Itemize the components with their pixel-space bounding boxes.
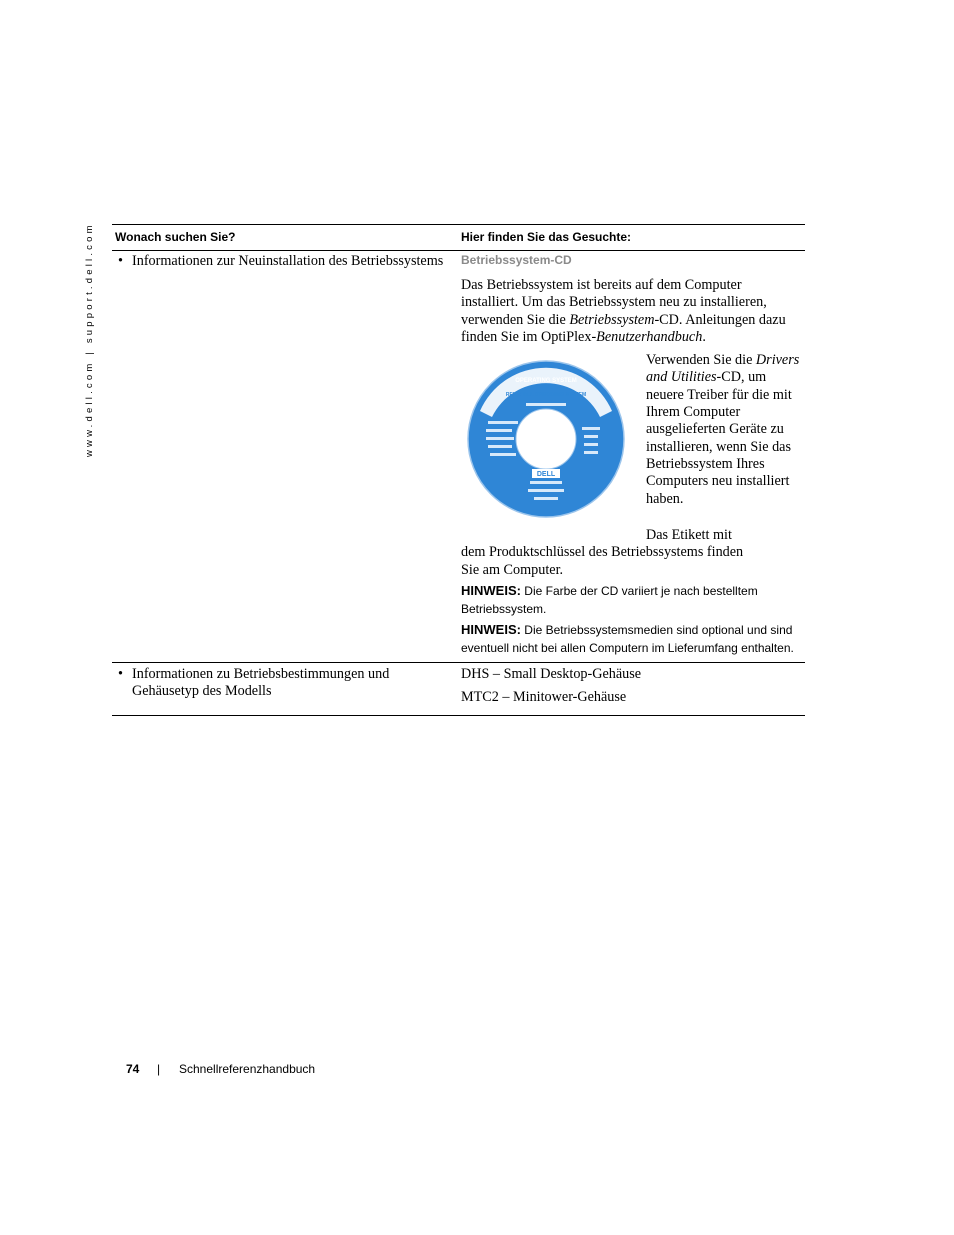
cd-brand: DELL bbox=[536, 471, 556, 479]
table-row bbox=[112, 251, 805, 663]
list-item bbox=[112, 663, 458, 701]
bullet-text: Informationen zu Betriebsbestimmungen und Gehäusetyp des Modells bbox=[132, 666, 390, 700]
cd-band-text: REINSTALL OPERATING SYSTEM bbox=[505, 392, 587, 399]
cd-top-label: OPERATING SYSTEM bbox=[515, 378, 577, 385]
model-dhs: DHS – Small Desktop-Gehäuse bbox=[461, 666, 642, 683]
paragraph-install: Das Betriebssystem ist bereits auf dem Computer installiert. Um das Betriebssystem neu zu installieren, verwenden Sie die Betriebssystem-CD. Anleitungen dazu finden Sie im OptiPlex-Benutzerhandbuch. bbox=[461, 277, 786, 345]
cd-description: Verwenden Sie die Drivers and Utilities-CD, um neuere Treiber für die mit Ihrem Computer ausgelieferten Geräte zu installieren, wenn Sie das Betriebssystem Ihres Computers neu installiert haben. bbox=[646, 352, 800, 507]
cd-block bbox=[461, 352, 799, 527]
note-media: HINWEIS: Die Betriebssystemsmedien sind optional und sind eventuell nicht bei allen Computern im Lieferumfang enthalten. bbox=[461, 622, 794, 655]
note-color: HINWEIS: Die Farbe der CD variiert je nach bestelltem Betriebssystem. bbox=[461, 583, 758, 616]
label-line1: Das Etikett mit bbox=[646, 527, 732, 544]
footer-separator: | bbox=[157, 1062, 161, 1076]
bullet-icon: • bbox=[118, 666, 123, 683]
table-row bbox=[112, 663, 805, 716]
info-table bbox=[112, 224, 805, 716]
list-item bbox=[112, 251, 458, 270]
footer-title: Schnellreferenzhandbuch bbox=[179, 1062, 316, 1076]
cd-disc-icon bbox=[466, 359, 626, 519]
label-line2: dem Produktschlüssel des Betriebssystems finden Sie am Computer. bbox=[461, 544, 744, 578]
column-header-where: Hier finden Sie das Gesuchte: bbox=[458, 225, 805, 251]
page-number: 74 bbox=[126, 1062, 140, 1076]
side-url: www.dell.com | support.dell.com bbox=[84, 222, 95, 457]
bullet-text: Informationen zur Neuinstallation des Betriebssystems bbox=[132, 253, 444, 269]
bullet-icon: • bbox=[118, 253, 123, 269]
model-mtc2: MTC2 – Minitower-Gehäuse bbox=[461, 689, 627, 706]
column-header-what: Wonach suchen Sie? bbox=[112, 225, 458, 251]
section-title: Betriebssystem-CD bbox=[461, 253, 572, 267]
